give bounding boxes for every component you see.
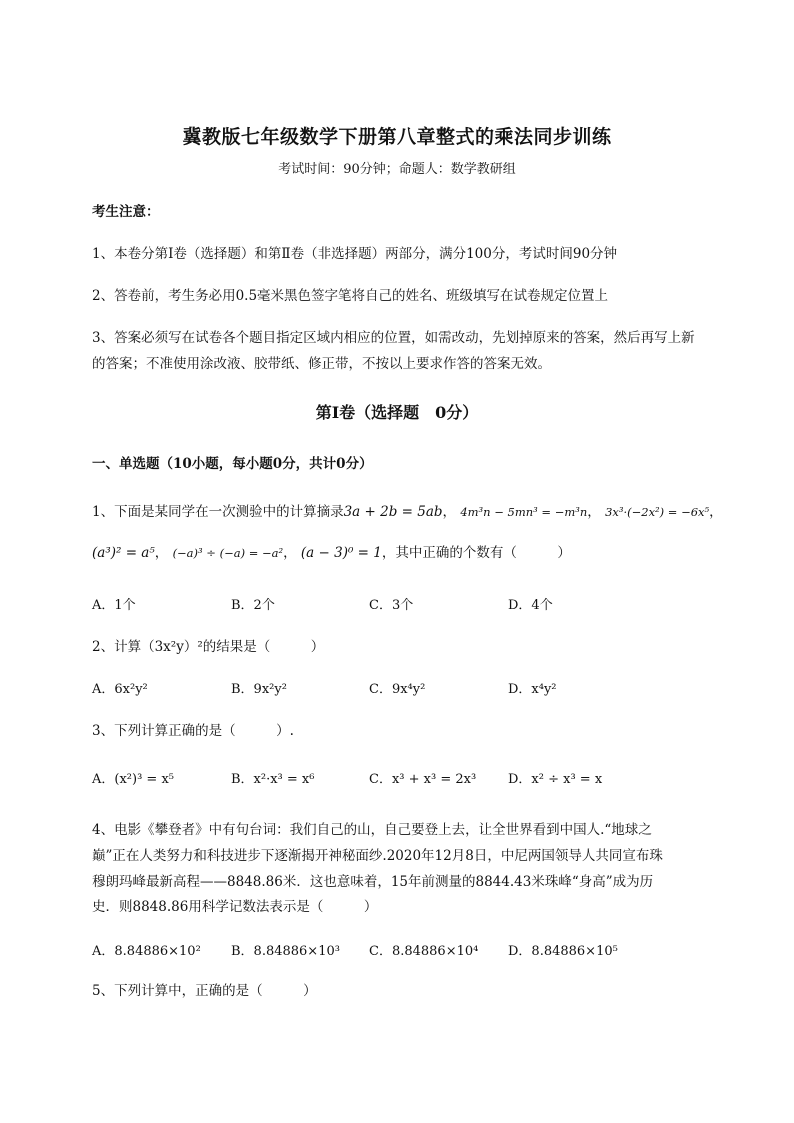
q2-option-d[interactable]: D．x⁴y²: [508, 682, 557, 697]
q4-line-1: 4、电影《攀登者》中有句台词：我们自己的山，自己要登上去，让全世界看到中国人.“地球之: [92, 822, 652, 838]
q1-stem-line-2: (a³)² = a⁵， (−a)³ ÷ (−a) = −a²， (a − 3)⁰ = 1，其中正确的个数有（ ）: [92, 545, 571, 561]
q1-stem-text: 1、下面是某同学在一次测验中的计算摘录: [92, 504, 344, 520]
q4-line-4: 史．则8848.86用科学记数法表示是（ ）: [92, 899, 378, 915]
q1-option-a[interactable]: A．1个: [92, 598, 136, 613]
q3-stem: 3、下列计算正确的是（ ）.: [92, 723, 294, 739]
q4-option-c[interactable]: C．8.84886×10⁴: [369, 944, 479, 959]
q4-line-2: 巅”正在人类努力和科技进步下逐渐揭开神秘面纱.2020年12月8日，中尼两国领导人共同宣布珠: [92, 848, 663, 864]
notice-item-3-line-2: 的答案；不准使用涂改液、胶带纸、修正带，不按以上要求作答的答案无效。: [92, 356, 551, 372]
q1-option-d[interactable]: D．4个: [508, 598, 553, 613]
q3-option-a[interactable]: A．(x²)³ = x⁵: [92, 772, 174, 787]
q3-option-b[interactable]: B．x²·x³ = x⁶: [231, 772, 315, 787]
q3-option-d[interactable]: D．x² ÷ x³ = x: [508, 772, 603, 787]
notice-item-3-line-1: 3、答案必须写在试卷各个题目指定区域内相应的位置，如需改动，先划掉原来的答案，然后再写上新: [92, 330, 695, 346]
section-title: 第I卷（选择题 0分）: [315, 403, 479, 422]
q1-option-c[interactable]: C．3个: [369, 598, 414, 613]
part-title: 一、单选题（10小题，每小题0分，共计0分）: [92, 456, 373, 472]
document-title: 冀教版七年级数学下册第八章整式的乘法同步训练: [182, 126, 612, 148]
notice-item-2: 2、答卷前，考生务必用0.5毫米黑色签字笔将自己的姓名、班级填写在试卷规定位置上: [92, 288, 609, 304]
q5-stem: 5、下列计算中，正确的是（ ）: [92, 983, 317, 999]
q4-line-3: 穆朗玛峰最新高程——8848.86米．这也意味着，15年前测量的8844.43米珠峰“身高”成为历: [92, 874, 654, 890]
q2-stem: 2、计算（3x²y）²的结果是（ ）: [92, 639, 325, 655]
notice-item-1: 1、本卷分第I卷（选择题）和第Ⅱ卷（非选择题）两部分，满分100分，考试时间90分钟: [92, 246, 618, 262]
q1-expr-1: 3a + 2b = 5ab: [343, 504, 443, 520]
q2-option-c[interactable]: C．9x⁴y²: [369, 682, 426, 697]
q1-expr-4: (a³)² = a⁵: [92, 545, 155, 561]
notice-heading: 考生注意：: [92, 204, 160, 220]
q1-option-b[interactable]: B．2个: [231, 598, 275, 613]
q1-expr-5: (−a)³ ÷ (−a) = −a²: [172, 546, 284, 560]
q4-option-a[interactable]: A．8.84886×10²: [92, 944, 201, 959]
q1-tail: ，其中正确的个数有（ ）: [381, 545, 571, 561]
q1-expr-3: 3x³·(−2x²) = −6x⁵: [605, 505, 710, 519]
q3-option-c[interactable]: C．x³ + x³ = 2x³: [369, 772, 477, 787]
q4-option-b[interactable]: B．8.84886×10³: [231, 944, 340, 959]
q2-option-b[interactable]: B．9x²y²: [231, 682, 287, 697]
exam-subtitle: 考试时间：90分钟；命题人：数学教研组: [278, 162, 516, 177]
q1-expr-6: (a − 3)⁰ = 1: [300, 545, 382, 561]
q1-stem: 1、下面是某同学在一次测验中的计算摘录3a + 2b = 5ab， 4m³n − 5mn³ = −m³n， 3x³·(−2x²) = −6x⁵，: [92, 504, 723, 520]
q4-option-d[interactable]: D．8.84886×10⁵: [508, 944, 618, 959]
q2-option-a[interactable]: A．6x²y²: [92, 682, 148, 697]
q1-expr-2: 4m³n − 5mn³ = −m³n: [460, 505, 588, 519]
